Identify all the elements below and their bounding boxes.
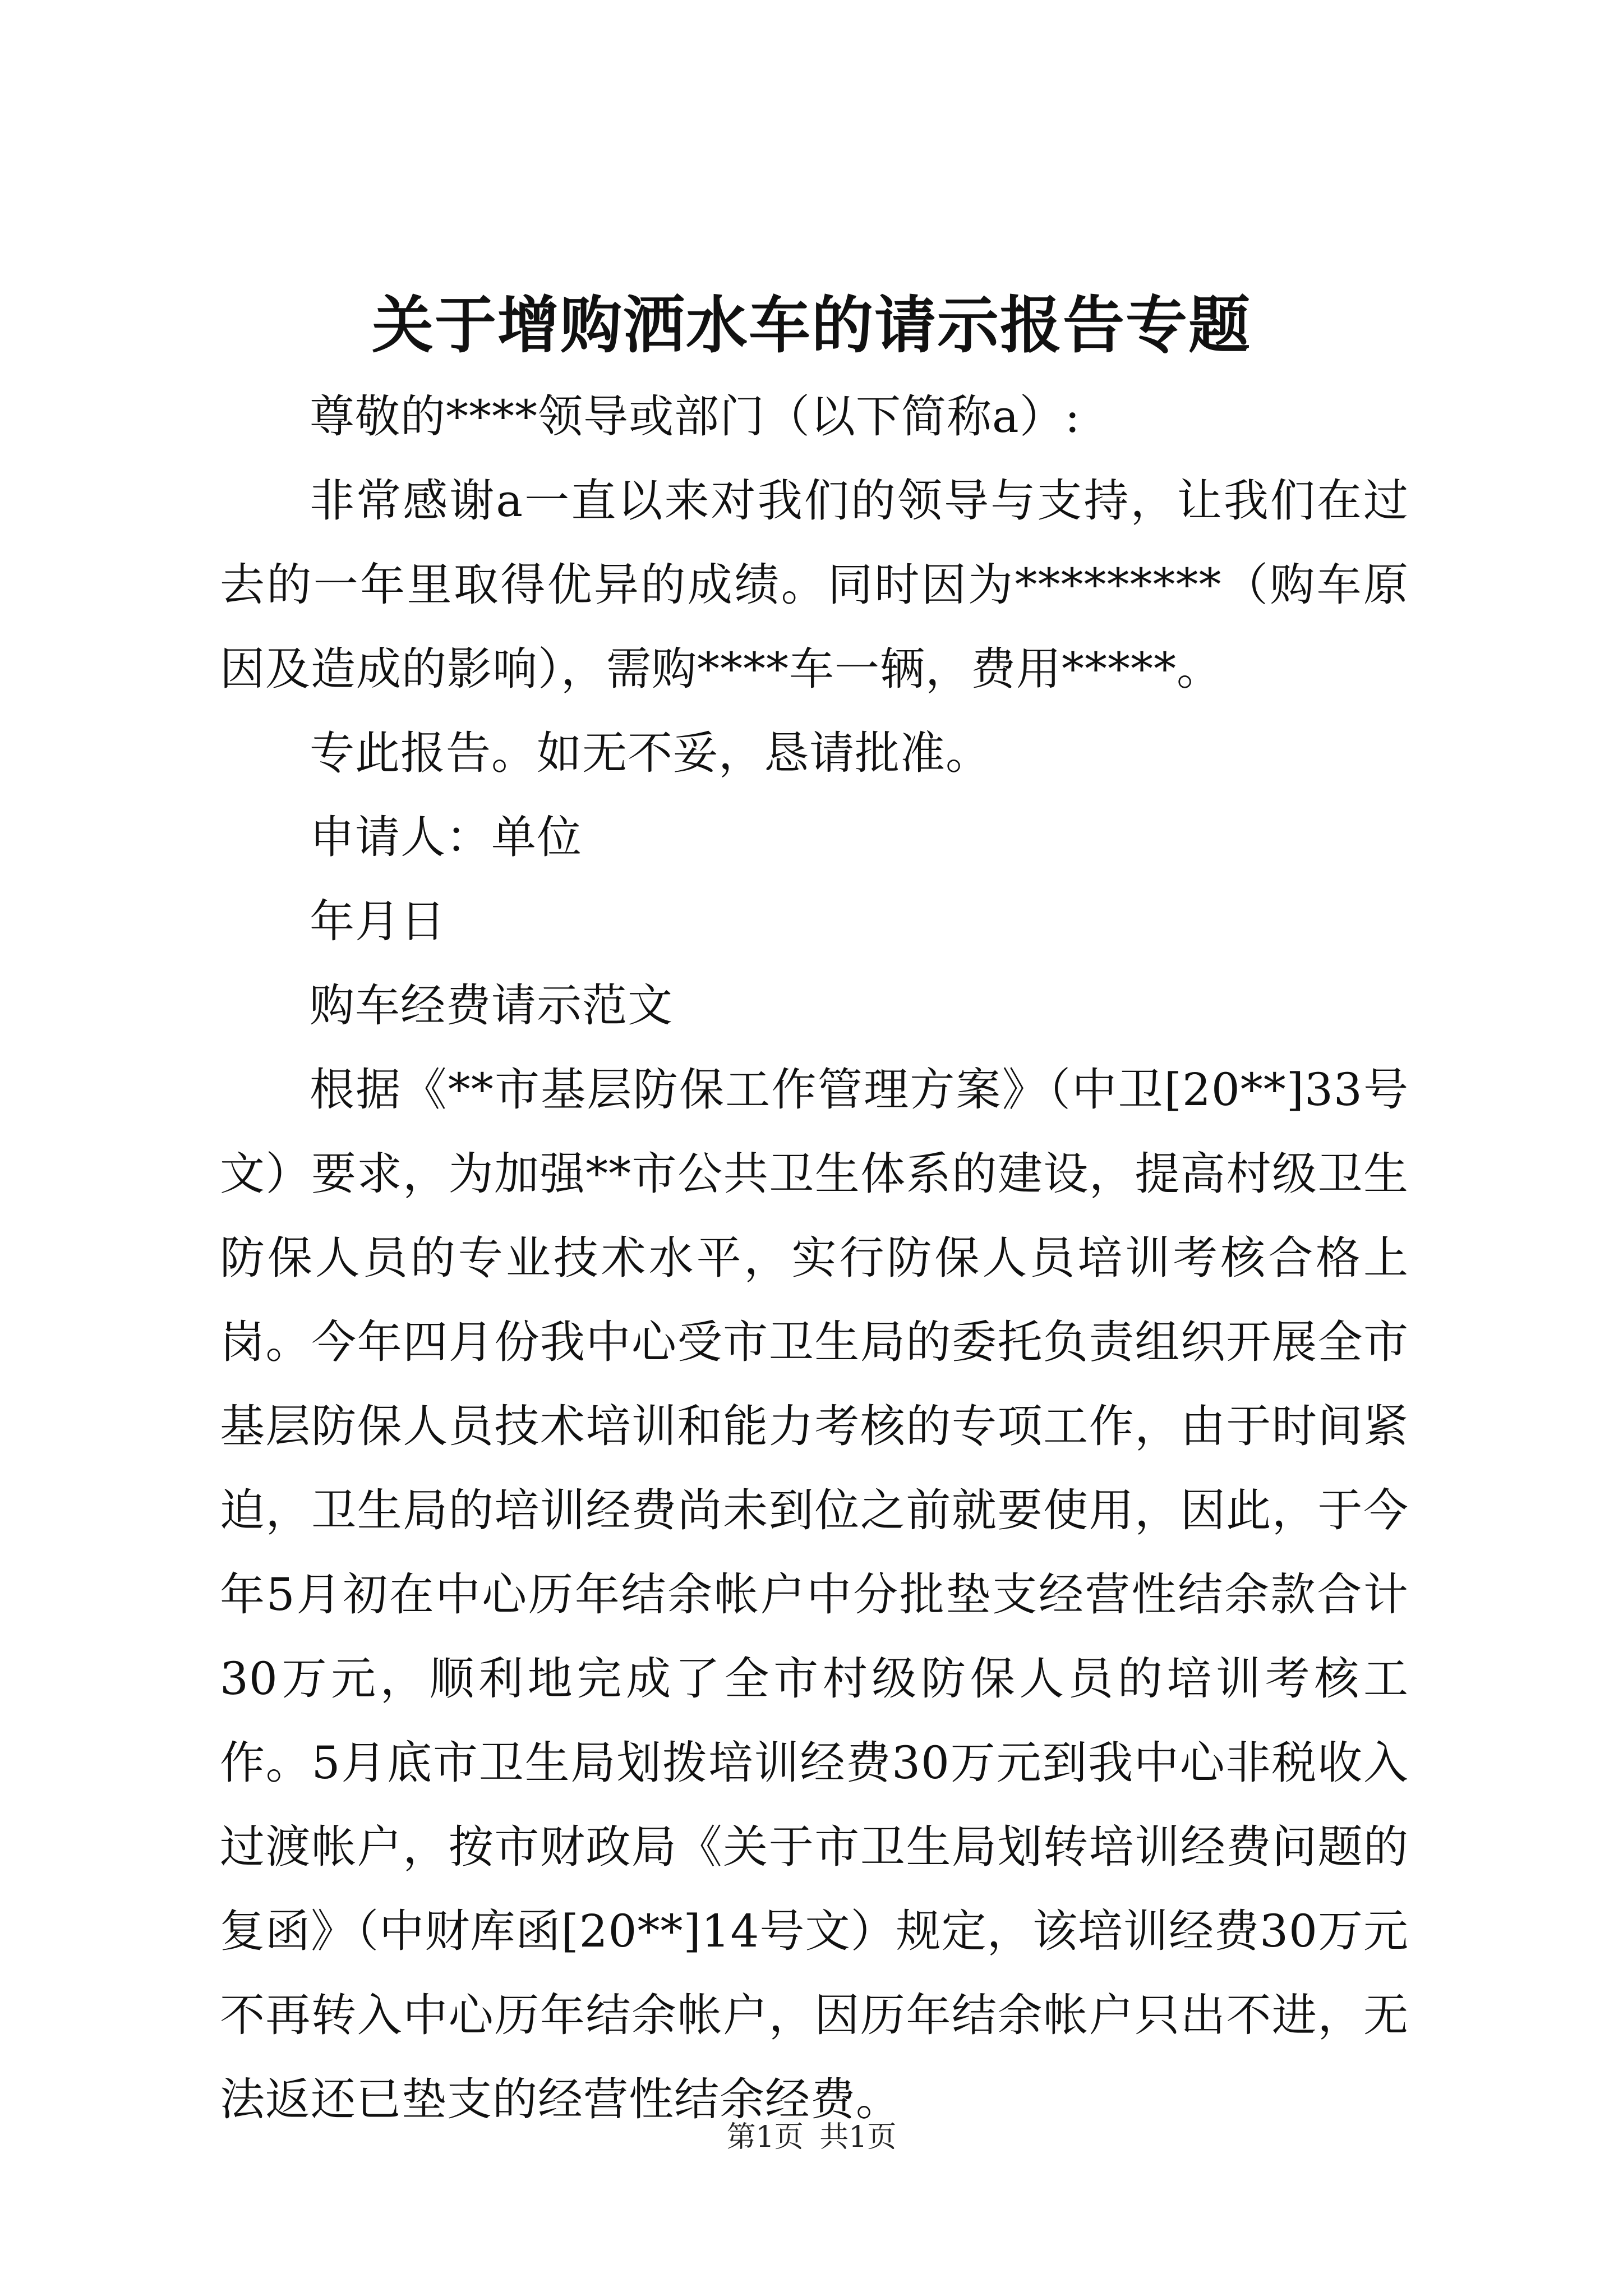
section-heading: 购车经费请示范文: [310, 979, 673, 1032]
page-number: 第1页: [726, 2120, 804, 2154]
gratitude-paragraph: 非常感谢a一直以来对我们的领导与支持，让我们在过去的一年里取得优异的成绩。同时因为*********（购车原因及造成的影响），需购****车一辆，费用*****。: [220, 475, 1409, 695]
applicant-line: 申请人：单位: [310, 811, 582, 863]
funding-paragraph: 根据《**市基层防保工作管理方案》（中卫[20**]33号文）要求，为加强**市公共卫生体系的建设，提高村级卫生防保人员的专业技术水平，实行防保人员培训考核合格上岗。今年四月份我中心受市卫生局的委托负责组织开展全市基层防保人员技术培训和能力考核的专项工作，由于时间紧迫，卫生局的培训经费尚未到位之前就要使用，因此，于今年5月初在中心历年结余帐户中分批垫支经营性结余款合计30万元，顺利地完成了全市村级防保人员的培训考核工作。5月底市卫生局划拨培训经费30万元到我中心非税收入过渡帐户，按市财政局《关于市卫生局划转培训经费问题的复函》（中财库函[20**]14号文）规定，该培训经费30万元不再转入中心历年结余帐户，因历年结余帐户只出不进，无法返还已垫支的经营性结余经费。: [220, 1064, 1409, 2125]
request-closing-paragraph: 专此报告。如无不妥，恳请批准。: [310, 727, 991, 779]
page-total: 共1页: [819, 2120, 897, 2154]
page-footer: [0, 2118, 1623, 2157]
document-body: [220, 375, 1409, 2142]
document-title: 关于增购洒水车的请示报告专题: [372, 289, 1251, 361]
date-line: 年月日: [310, 895, 446, 947]
salutation-paragraph: 尊敬的****领导或部门（以下简称a）:: [310, 390, 1081, 443]
